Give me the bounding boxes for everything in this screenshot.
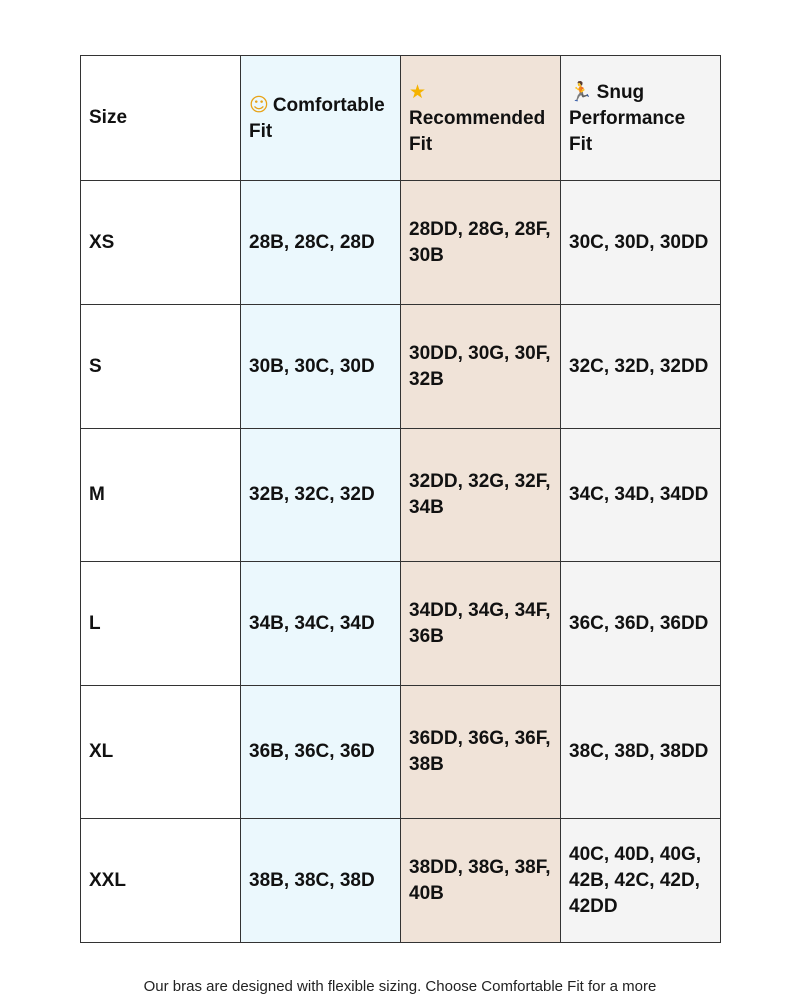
table-row <box>81 819 721 943</box>
header-size <box>81 56 241 181</box>
size-cell: XS <box>81 181 241 305</box>
size-cell: S <box>81 305 241 429</box>
recommended-fit-cell: 36DD, 36G, 36F, 38B <box>401 686 561 819</box>
star-icon: ★ <box>409 80 427 103</box>
snug-fit-cell: 40C, 40D, 40G, 42B, 42C, 42D, 42DD <box>561 819 721 943</box>
snug-fit-cell: 36C, 36D, 36DD <box>561 562 721 686</box>
size-cell: XL <box>81 686 241 819</box>
snug-fit-cell: 32C, 32D, 32DD <box>561 305 721 429</box>
header-recommended-label: Recommended Fit <box>409 107 546 155</box>
size-cell: M <box>81 429 241 562</box>
table-row <box>81 181 721 305</box>
sizing-note: Our bras are designed with flexible sizing. Choose Comfortable Fit for a more <box>143 978 657 995</box>
table-row <box>81 429 721 562</box>
header-recommended-fit <box>401 56 561 181</box>
header-snug-performance-fit <box>561 56 721 181</box>
smiling-face-icon: ☺ <box>249 93 269 116</box>
header-comfortable-label: Comfortable Fit <box>249 94 385 142</box>
bra-size-chart-table <box>80 55 721 943</box>
table-row <box>81 562 721 686</box>
header-snug-label: Snug Performance Fit <box>569 81 686 155</box>
comfortable-fit-cell: 38B, 38C, 38D <box>241 819 401 943</box>
table-row <box>81 686 721 819</box>
snug-fit-cell: 38C, 38D, 38DD <box>561 686 721 819</box>
header-size-label: Size <box>89 107 128 128</box>
size-cell: L <box>81 562 241 686</box>
size-cell: XXL <box>81 819 241 943</box>
comfortable-fit-cell: 32B, 32C, 32D <box>241 429 401 562</box>
recommended-fit-cell: 34DD, 34G, 34F, 36B <box>401 562 561 686</box>
table-header-row <box>81 56 721 181</box>
runner-icon: 🏃 <box>569 80 593 103</box>
comfortable-fit-cell: 30B, 30C, 30D <box>241 305 401 429</box>
comfortable-fit-cell: 36B, 36C, 36D <box>241 686 401 819</box>
header-comfortable-fit <box>241 56 401 181</box>
snug-fit-cell: 30C, 30D, 30DD <box>561 181 721 305</box>
comfortable-fit-cell: 34B, 34C, 34D <box>241 562 401 686</box>
table-body <box>81 181 721 943</box>
recommended-fit-cell: 30DD, 30G, 30F, 32B <box>401 305 561 429</box>
table-row <box>81 305 721 429</box>
recommended-fit-cell: 38DD, 38G, 38F, 40B <box>401 819 561 943</box>
recommended-fit-cell: 28DD, 28G, 28F, 30B <box>401 181 561 305</box>
recommended-fit-cell: 32DD, 32G, 32F, 34B <box>401 429 561 562</box>
snug-fit-cell: 34C, 34D, 34DD <box>561 429 721 562</box>
comfortable-fit-cell: 28B, 28C, 28D <box>241 181 401 305</box>
